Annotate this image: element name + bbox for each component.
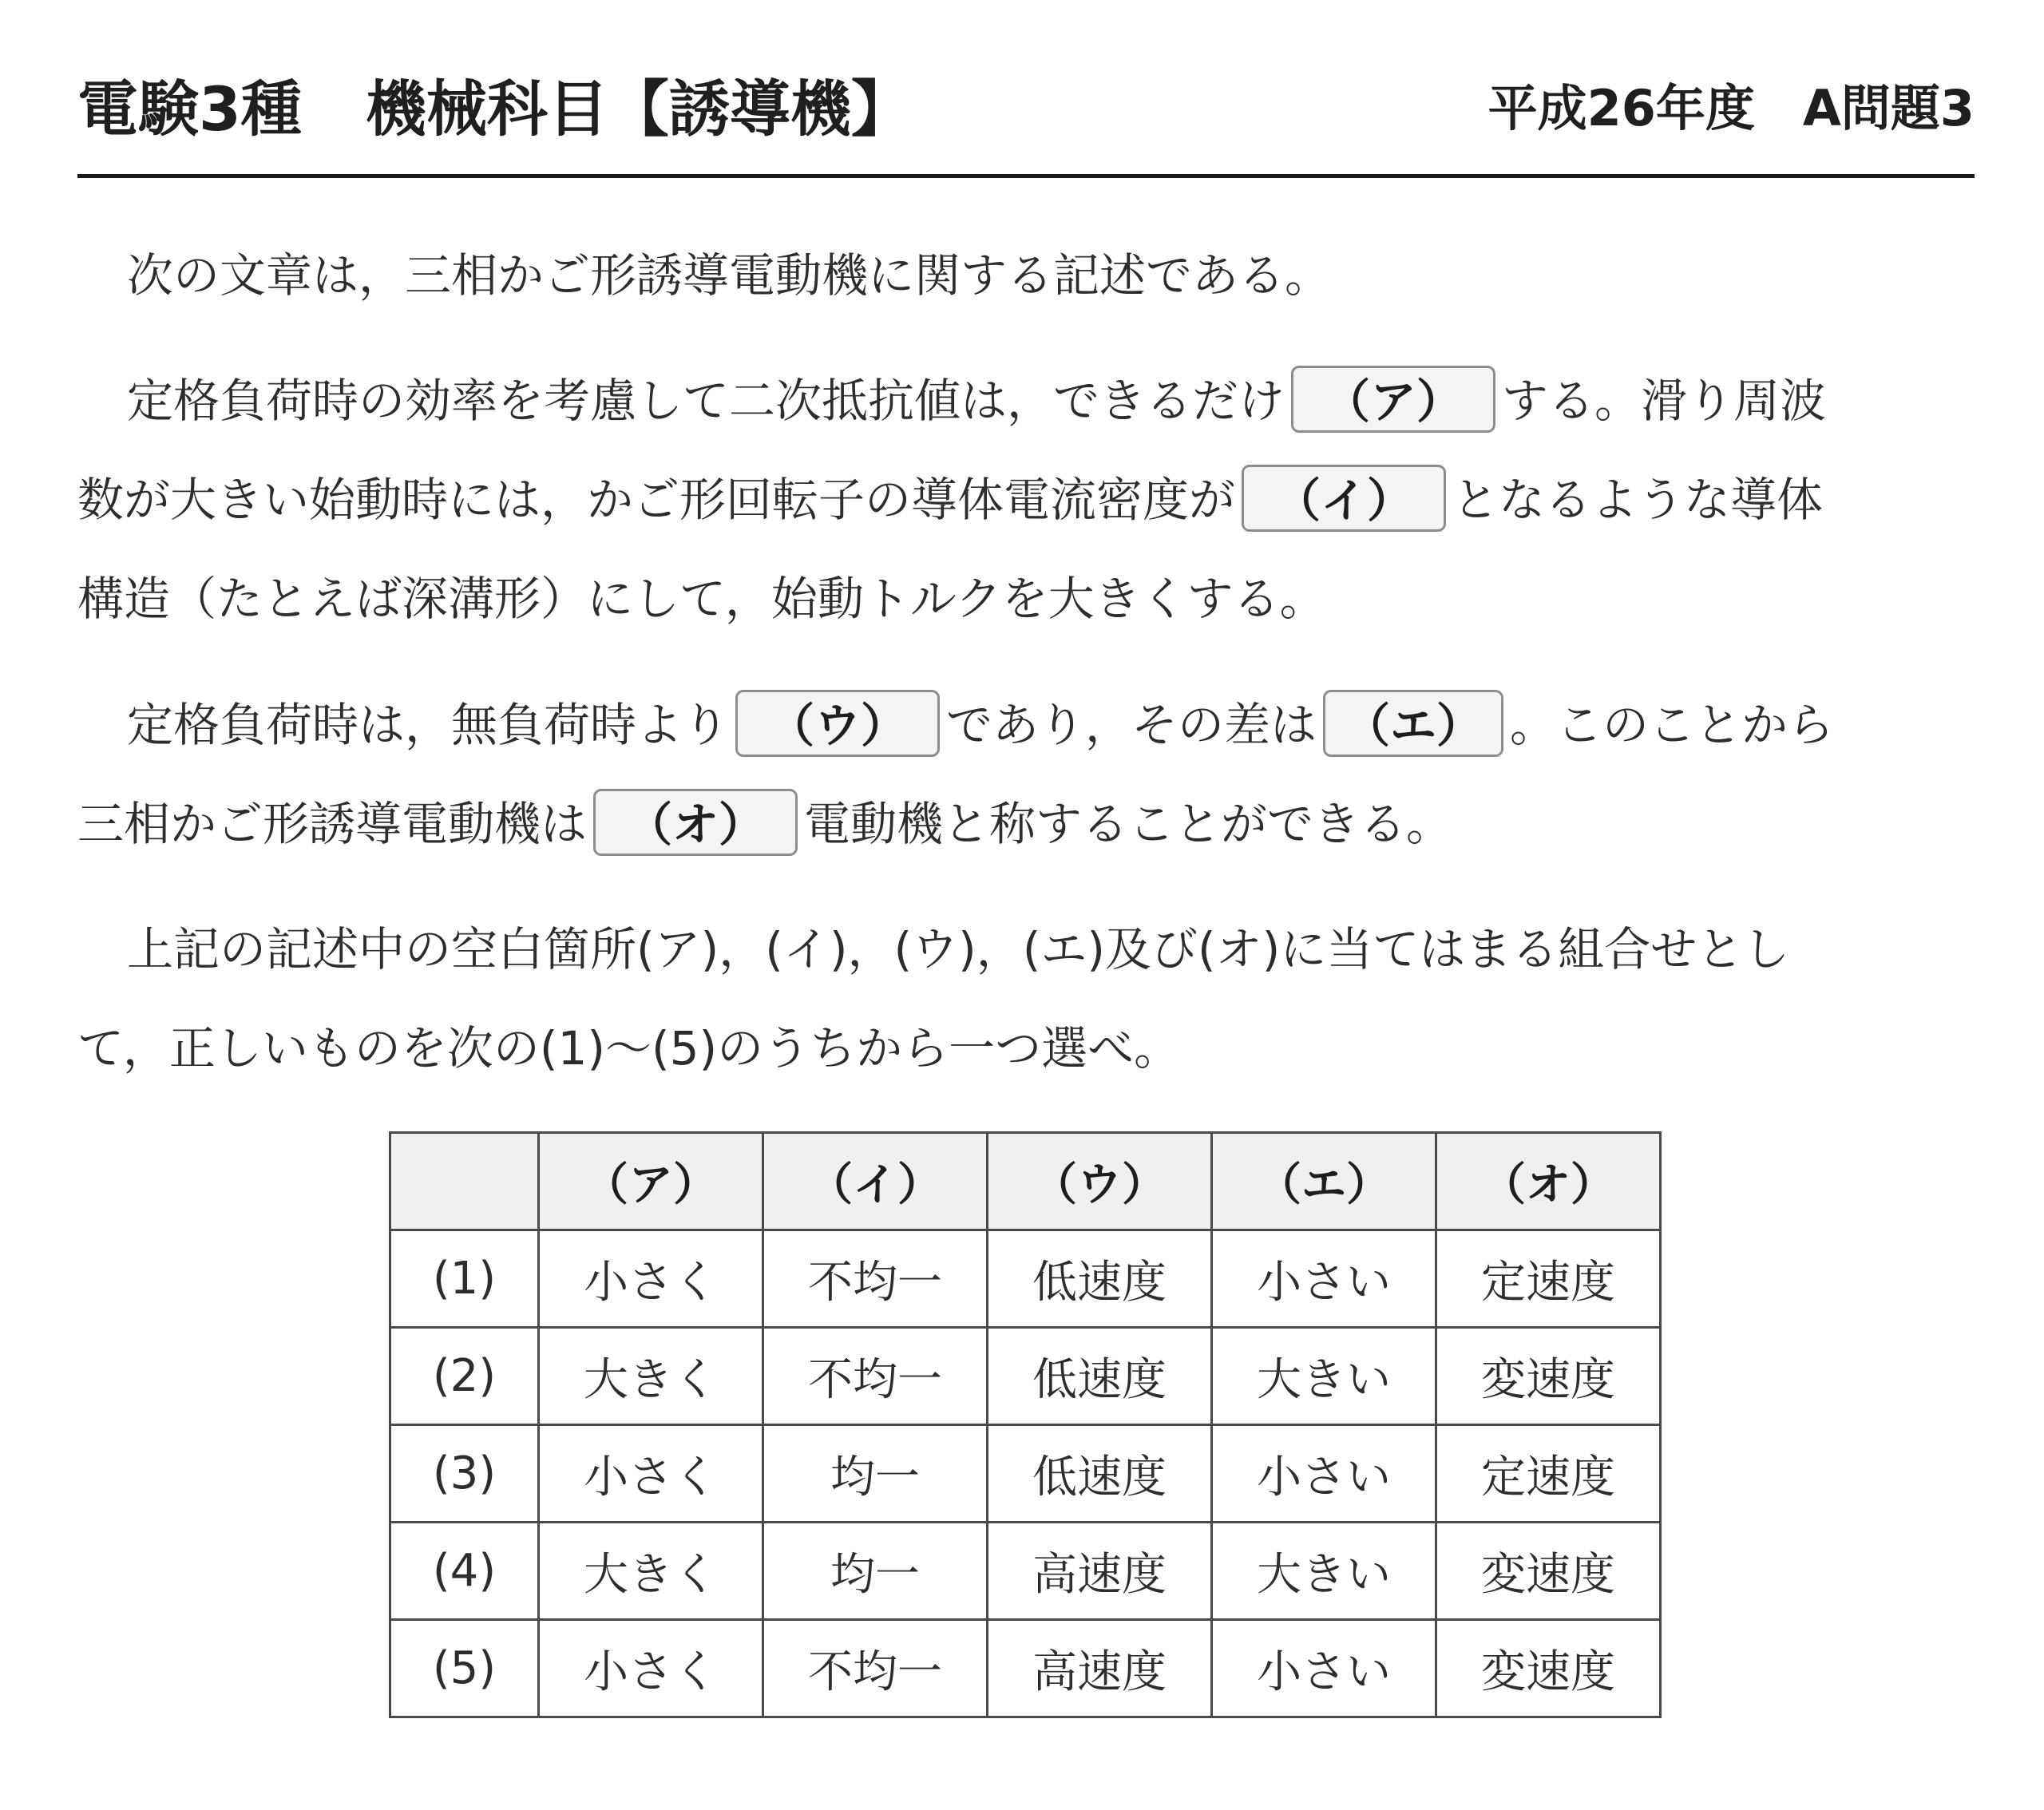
choice-number: (5) bbox=[390, 1620, 539, 1717]
table-cell: 不均一 bbox=[763, 1328, 988, 1425]
table-cell: 低速度 bbox=[988, 1230, 1212, 1328]
table-cell: 小さい bbox=[1212, 1230, 1436, 1328]
text-fragment: 三相かご形誘導電動機は bbox=[77, 797, 588, 851]
paragraph-1 bbox=[77, 351, 1975, 648]
blank-i: （イ） bbox=[1242, 465, 1446, 532]
table-header-cell: （ア） bbox=[539, 1133, 763, 1230]
blank-u: （ウ） bbox=[735, 690, 940, 757]
table-row bbox=[390, 1523, 1661, 1620]
table-cell: 小さく bbox=[539, 1620, 763, 1717]
text-fragment: 上記の記述中の空白箇所(ア)，(イ)，(ウ)，(エ)及び(オ)に当てはまる組合せとし bbox=[127, 922, 1790, 976]
table-cell: 大きく bbox=[539, 1523, 763, 1620]
table-cell: 大きく bbox=[539, 1328, 763, 1425]
paragraph-3-line-1 bbox=[77, 900, 1975, 999]
exam-info bbox=[1488, 69, 1975, 140]
table-cell: 低速度 bbox=[988, 1328, 1212, 1425]
intro-paragraph bbox=[77, 226, 1975, 325]
table-cell: 大きい bbox=[1212, 1523, 1436, 1620]
table-cell: 変速度 bbox=[1436, 1328, 1661, 1425]
table-header-cell: （ウ） bbox=[988, 1133, 1212, 1230]
choice-number: (2) bbox=[390, 1328, 539, 1425]
choices-table bbox=[389, 1131, 1662, 1718]
table-cell: 小さい bbox=[1212, 1620, 1436, 1717]
table-header-row bbox=[390, 1133, 1661, 1230]
text-fragment: 定格負荷時は，無負荷時より bbox=[127, 698, 730, 752]
table-cell: 高速度 bbox=[988, 1523, 1212, 1620]
blank-e: （エ） bbox=[1323, 690, 1503, 757]
text-fragment: する。滑り周波 bbox=[1502, 374, 1827, 428]
table-row bbox=[390, 1620, 1661, 1717]
table-cell: 定速度 bbox=[1436, 1425, 1661, 1523]
text-fragment: 電動機と称することができる。 bbox=[804, 797, 1453, 851]
paragraph-2 bbox=[77, 675, 1975, 873]
paragraph-1-line-2 bbox=[77, 450, 1975, 549]
text-fragment: 。このことから bbox=[1510, 698, 1835, 752]
text-fragment: となるような導体 bbox=[1452, 473, 1824, 527]
page-title bbox=[77, 61, 912, 148]
text-fragment: であり，その差は bbox=[946, 698, 1317, 752]
choice-number: (1) bbox=[390, 1230, 539, 1328]
table-cell: 定速度 bbox=[1436, 1230, 1661, 1328]
text-fragment: 数が大きい始動時には，かご形回転子の導体電流密度が bbox=[77, 473, 1236, 527]
table-cell: 小さく bbox=[539, 1425, 763, 1523]
paragraph-1-line-3 bbox=[77, 549, 1975, 648]
table-cell: 高速度 bbox=[988, 1620, 1212, 1717]
header bbox=[77, 56, 1975, 152]
title-topic: 機械科目【誘導機】 bbox=[365, 73, 912, 145]
table-row bbox=[390, 1230, 1661, 1328]
table-row bbox=[390, 1425, 1661, 1523]
table-cell: 不均一 bbox=[763, 1230, 988, 1328]
table-header-cell: （エ） bbox=[1212, 1133, 1436, 1230]
choice-number: (4) bbox=[390, 1523, 539, 1620]
paragraph-3-line-2 bbox=[77, 999, 1975, 1098]
table-cell: 不均一 bbox=[763, 1620, 988, 1717]
table-row bbox=[390, 1328, 1661, 1425]
table-cell: 大きい bbox=[1212, 1328, 1436, 1425]
table-cell: 均一 bbox=[763, 1425, 988, 1523]
intro-text: 次の文章は，三相かご形誘導電動機に関する記述である。 bbox=[127, 248, 1332, 303]
exam-year: 平成26年度 bbox=[1487, 78, 1755, 137]
text-fragment: 構造（たとえば深溝形）にして，始動トルクを大きくする。 bbox=[77, 572, 1326, 626]
table-cell: 小さく bbox=[539, 1230, 763, 1328]
paragraph-2-line-2 bbox=[77, 774, 1975, 873]
table-header-cell bbox=[390, 1133, 539, 1230]
text-fragment: 定格負荷時の効率を考慮して二次抵抗値は，できるだけ bbox=[127, 374, 1285, 428]
table-header-cell: （オ） bbox=[1436, 1133, 1661, 1230]
question-number: A問題3 bbox=[1802, 78, 1975, 137]
title-subject: 電験3種 bbox=[77, 73, 302, 145]
table-header-cell: （イ） bbox=[763, 1133, 988, 1230]
table-cell: 変速度 bbox=[1436, 1523, 1661, 1620]
table-cell: 変速度 bbox=[1436, 1620, 1661, 1717]
table-cell: 小さい bbox=[1212, 1425, 1436, 1523]
blank-o: （オ） bbox=[593, 789, 798, 856]
header-divider bbox=[77, 174, 1975, 178]
table-cell: 低速度 bbox=[988, 1425, 1212, 1523]
paragraph-1-line-1 bbox=[77, 351, 1975, 450]
paragraph-3 bbox=[77, 900, 1975, 1098]
blank-a: （ア） bbox=[1291, 366, 1495, 433]
choice-number: (3) bbox=[390, 1425, 539, 1523]
text-fragment: て，正しいものを次の(1)〜(5)のうちから一つ選べ。 bbox=[77, 1021, 1181, 1075]
paragraph-2-line-1 bbox=[77, 675, 1975, 774]
table-cell: 均一 bbox=[763, 1523, 988, 1620]
